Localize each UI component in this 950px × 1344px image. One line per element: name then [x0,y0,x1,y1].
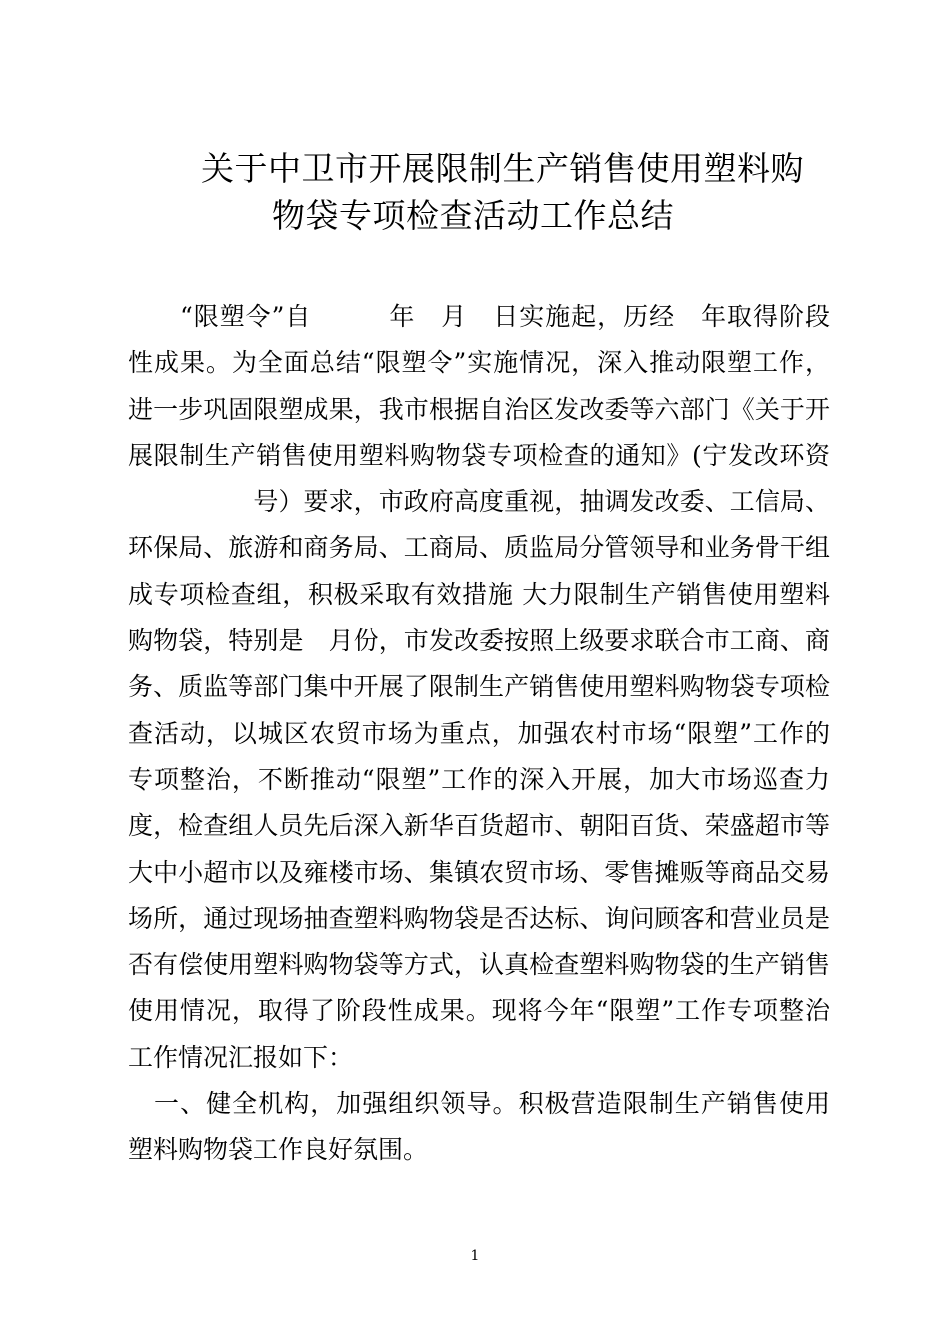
page-number: 1 [470,1248,480,1264]
document-body [128,294,830,1174]
paragraph-intro [128,294,830,1081]
text-line: 购物袋，特别是 月份，市发改委按照上级要求联合市工商、商 [128,626,830,656]
text-line: 成专项检查组，积极采取有效措施 大力限制生产销售使用塑料 [128,579,830,609]
text-line: 进一步巩固限塑成果，我市根据自治区发改委等六部门《关于开 [128,394,830,424]
text-line: 务、质监等部门集中开展了限制生产销售使用塑料购物袋专项检 [128,672,830,702]
text-line: 环保局、旅游和商务局、工商局、质监局分管领导和业务骨干组 [128,533,830,563]
text-line: “限塑令”自 年 月 日实施起，历经 年取得阶段 [128,302,830,331]
document-title-line-2: 物袋专项检查活动工作总结 [272,196,674,235]
text-line: 工作情况汇报如下： [128,1042,354,1072]
text-line: 专项整治，不断推动“限塑”工作的深入开展，加大市场巡查力 [128,764,830,794]
text-line: 性成果。为全面总结“限塑令”实施情况，深入推动限塑工作， [128,348,830,378]
text-line: 号）要求，市政府高度重视，抽调发改委、工信局、 [128,487,830,517]
text-line: 使用情况，取得了阶段性成果。现将今年“限塑”工作专项整治 [128,996,830,1026]
document-title-line-1: 关于中卫市开展限制生产销售使用塑料购 [201,149,804,188]
text-line: 否有偿使用塑料购物袋等方式，认真检查塑料购物袋的生产销售 [128,950,830,980]
text-line: 大中小超市以及雍楼市场、集镇农贸市场、零售摊贩等商品交易 [128,857,830,887]
text-line: 查活动，以城区农贸市场为重点，加强农村市场“限塑”工作的 [128,718,830,748]
text-line: 场所，通过现场抽查塑料购物袋是否达标、询问顾客和营业员是 [128,903,830,933]
section-heading-line: 塑料购物袋工作良好氛围。 [128,1135,429,1165]
section-heading-line: 一、健全机构，加强组织领导。积极营造限制生产销售使用 [128,1089,830,1119]
text-line: 展限制生产销售使用塑料购物袋专项检查的通知》(宁发改环资 [128,440,830,470]
text-line: 度，检查组人员先后深入新华百货超市、朝阳百货、荣盛超市等 [128,811,830,841]
paragraph-section-1 [128,1081,830,1174]
